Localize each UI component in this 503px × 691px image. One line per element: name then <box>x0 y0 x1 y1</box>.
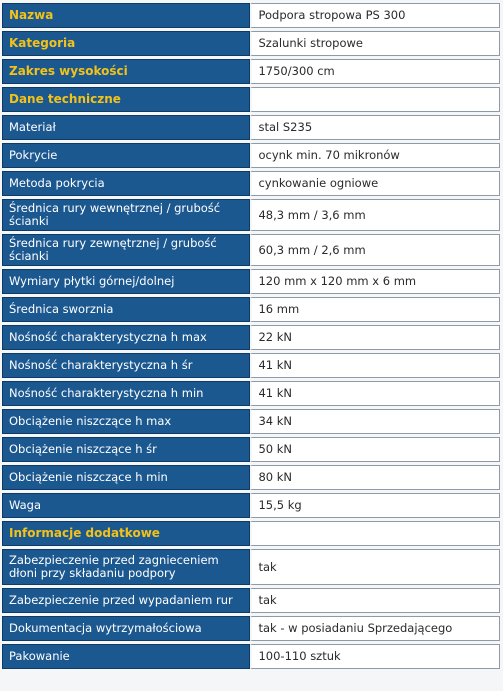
spec-value: cynkowanie ogniowe <box>250 171 500 196</box>
spec-value <box>250 87 500 112</box>
spec-label: Zabezpieczenie przed zagnieceniem dłoni przy składaniu podpory <box>2 549 250 585</box>
spec-row <box>2 644 500 669</box>
spec-row <box>2 588 500 613</box>
spec-value: 16 mm <box>250 297 500 322</box>
spec-row <box>2 325 500 350</box>
spec-value: Szalunki stropowe <box>250 31 500 56</box>
spec-row <box>2 234 500 266</box>
spec-row <box>2 115 500 140</box>
spec-label: Nośność charakterystyczna h max <box>2 325 250 350</box>
product-spec-table <box>2 0 500 672</box>
spec-label: Średnica sworznia <box>2 297 250 322</box>
spec-row <box>2 381 500 406</box>
spec-row <box>2 269 500 294</box>
spec-section-row <box>2 87 500 112</box>
spec-label: Materiał <box>2 115 250 140</box>
spec-row <box>2 493 500 518</box>
spec-section-row <box>2 521 500 546</box>
spec-row <box>2 297 500 322</box>
spec-row <box>2 409 500 434</box>
spec-label: Obciążenie niszczące h max <box>2 409 250 434</box>
spec-row <box>2 353 500 378</box>
spec-label: Nośność charakterystyczna h min <box>2 381 250 406</box>
spec-label: Dokumentacja wytrzymałościowa <box>2 616 250 641</box>
spec-value: 22 kN <box>250 325 500 350</box>
spec-label: Nośność charakterystyczna h śr <box>2 353 250 378</box>
spec-value: 80 kN <box>250 465 500 490</box>
spec-label: Obciążenie niszczące h min <box>2 465 250 490</box>
spec-label: Średnica rury wewnętrznej / grubość ścianki <box>2 199 250 231</box>
spec-value: 41 kN <box>250 353 500 378</box>
spec-value: 1750/300 cm <box>250 59 500 84</box>
spec-value: ocynk min. 70 mikronów <box>250 143 500 168</box>
spec-value: 60,3 mm / 2,6 mm <box>250 234 500 266</box>
spec-table-body <box>2 3 500 669</box>
spec-value: 100-110 sztuk <box>250 644 500 669</box>
spec-value <box>250 521 500 546</box>
spec-label: Średnica rury zewnętrznej / grubość ścianki <box>2 234 250 266</box>
spec-row <box>2 437 500 462</box>
spec-value: tak <box>250 588 500 613</box>
spec-label: Pokrycie <box>2 143 250 168</box>
spec-value: 34 kN <box>250 409 500 434</box>
spec-value: 50 kN <box>250 437 500 462</box>
spec-row <box>2 465 500 490</box>
spec-row <box>2 616 500 641</box>
spec-row <box>2 143 500 168</box>
spec-label: Obciążenie niszczące h śr <box>2 437 250 462</box>
spec-value: stal S235 <box>250 115 500 140</box>
spec-section-row <box>2 3 500 28</box>
spec-section-row <box>2 59 500 84</box>
spec-value: 15,5 kg <box>250 493 500 518</box>
spec-label: Waga <box>2 493 250 518</box>
spec-value: 120 mm x 120 mm x 6 mm <box>250 269 500 294</box>
section-heading: Informacje dodatkowe <box>2 521 250 546</box>
spec-label: Metoda pokrycia <box>2 171 250 196</box>
spec-label: Pakowanie <box>2 644 250 669</box>
section-heading: Nazwa <box>2 3 250 28</box>
spec-row <box>2 199 500 231</box>
spec-value: Podpora stropowa PS 300 <box>250 3 500 28</box>
spec-value: 41 kN <box>250 381 500 406</box>
section-heading: Kategoria <box>2 31 250 56</box>
spec-value: tak - w posiadaniu Sprzedającego <box>250 616 500 641</box>
spec-label: Zabezpieczenie przed wypadaniem rur <box>2 588 250 613</box>
spec-value: 48,3 mm / 3,6 mm <box>250 199 500 231</box>
spec-row <box>2 171 500 196</box>
spec-label: Wymiary płytki górnej/dolnej <box>2 269 250 294</box>
spec-row <box>2 549 500 585</box>
section-heading: Dane techniczne <box>2 87 250 112</box>
spec-value: tak <box>250 549 500 585</box>
section-heading: Zakres wysokości <box>2 59 250 84</box>
spec-section-row <box>2 31 500 56</box>
